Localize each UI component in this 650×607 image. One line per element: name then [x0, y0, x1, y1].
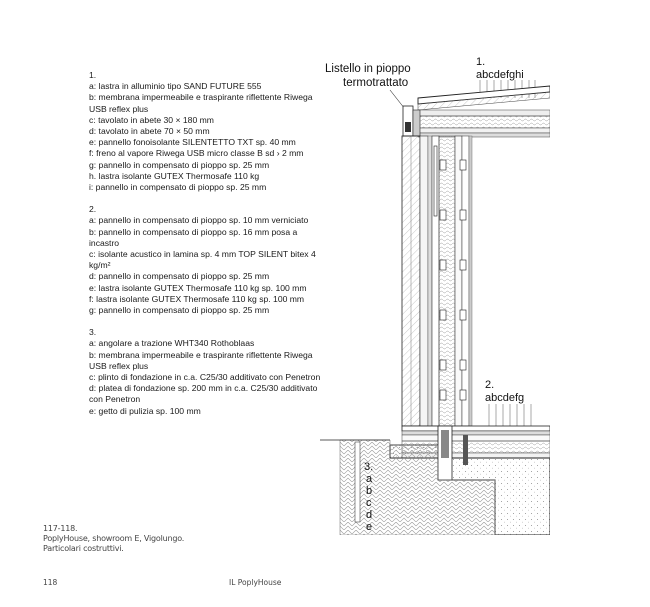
label-2-letters: abcdefg [485, 392, 525, 404]
label-1-number: 1. [476, 56, 486, 68]
label-1-letters: abcdefghi [476, 69, 524, 81]
label-2-leaders [489, 404, 531, 426]
legend-line: 3. [89, 327, 97, 338]
legend-line: 1. [89, 70, 97, 80]
legend-line: e: getto di pulizia sp. 100 mm [89, 405, 201, 416]
legend-line: c: plinto di fondazione in c.a. C25/30 additivato con Penetron [89, 372, 321, 383]
figure-caption [43, 524, 184, 555]
legend-line: d: platea di fondazione sp. 200 mm in c.a. C25/30 additivato con Penetron [89, 383, 318, 405]
construction-detail-drawing [320, 50, 550, 535]
legend-line: b: membrana impermeabile e traspirante riflettente Riwega USB reflex plus [89, 349, 313, 371]
label-3-e: e [366, 521, 373, 533]
label-3-number: 3. [364, 461, 374, 473]
wall-build-up [420, 136, 472, 426]
caption-line: PoplyHouse, showroom E, Vigolungo. [43, 534, 185, 544]
legend-line: a: pannello in compensato di pioppo sp. 10 mm verniciato [89, 215, 309, 226]
legend-line: c: isolante acustico in lamina sp. 4 mm TOP SILENT bitex 4 kg/m² [89, 249, 316, 271]
caption-line: Particolari costruttivi. [43, 544, 124, 554]
legend-line: b: membrana impermeabile e traspirante riflettente Riwega USB reflex plus [89, 92, 313, 114]
label-3-a: a [366, 473, 373, 485]
page-number: 118 [43, 578, 58, 587]
legend-line: b: pannello in compensato di pioppo sp. 16 mm posa a incastro [89, 226, 298, 248]
legend-line: i: pannello in compensato di pioppo sp. 25 mm [89, 182, 267, 193]
roof-build-up [418, 86, 550, 137]
legend-line: a: angolare a trazione WHT340 Rothoblaas [89, 338, 255, 349]
label-3-b: b [366, 485, 373, 497]
legend [89, 70, 329, 428]
wall-cladding [402, 136, 420, 426]
legend-line: h. lastra isolante GUTEX Thermosafe 110 kg [89, 170, 260, 181]
legend-line: d: pannello in compensato di pioppo sp. 25 mm [89, 271, 270, 282]
label-3-d: d [366, 509, 373, 521]
caption-figure-number: 117-118. [43, 524, 78, 533]
legend-line: e: pannello fonoisolante SILENTETTO TXT sp. 40 mm [89, 137, 296, 148]
legend-group-3 [89, 327, 329, 417]
legend-line: c: tavolato in abete 30 × 180 mm [89, 114, 214, 125]
drawing-title-line1: Listello in pioppo [325, 63, 411, 75]
drawing-title-line2: termotrattato [343, 77, 409, 89]
legend-line: f: freno al vapore Riwega USB micro classe B sd › 2 mm [89, 148, 304, 159]
legend-line: g: pannello in compensato di pioppo sp. 25 mm [89, 305, 270, 316]
section-drawing-svg [320, 50, 550, 535]
label-2-number: 2. [485, 379, 495, 391]
legend-group-2 [89, 204, 329, 316]
legend-line: e: lastra isolante GUTEX Thermosafe 110 kg sp. 100 mm [89, 282, 307, 293]
legend-line: f: lastra isolante GUTEX Thermosafe 110 kg sp. 100 mm [89, 293, 305, 304]
legend-line: g: pannello in compensato di pioppo sp. 25 mm [89, 159, 270, 170]
legend-line: a: lastra in alluminio tipo SAND FUTURE 555 [89, 81, 262, 92]
legend-line: 2. [89, 204, 97, 215]
label-3-c: c [366, 497, 372, 509]
interior-batten [434, 146, 437, 216]
eave-detail [403, 106, 420, 136]
running-title: IL PoplyHouse [229, 578, 282, 587]
legend-group-1 [89, 70, 329, 193]
legend-line: d: tavolato in abete 70 × 50 mm [89, 126, 210, 137]
